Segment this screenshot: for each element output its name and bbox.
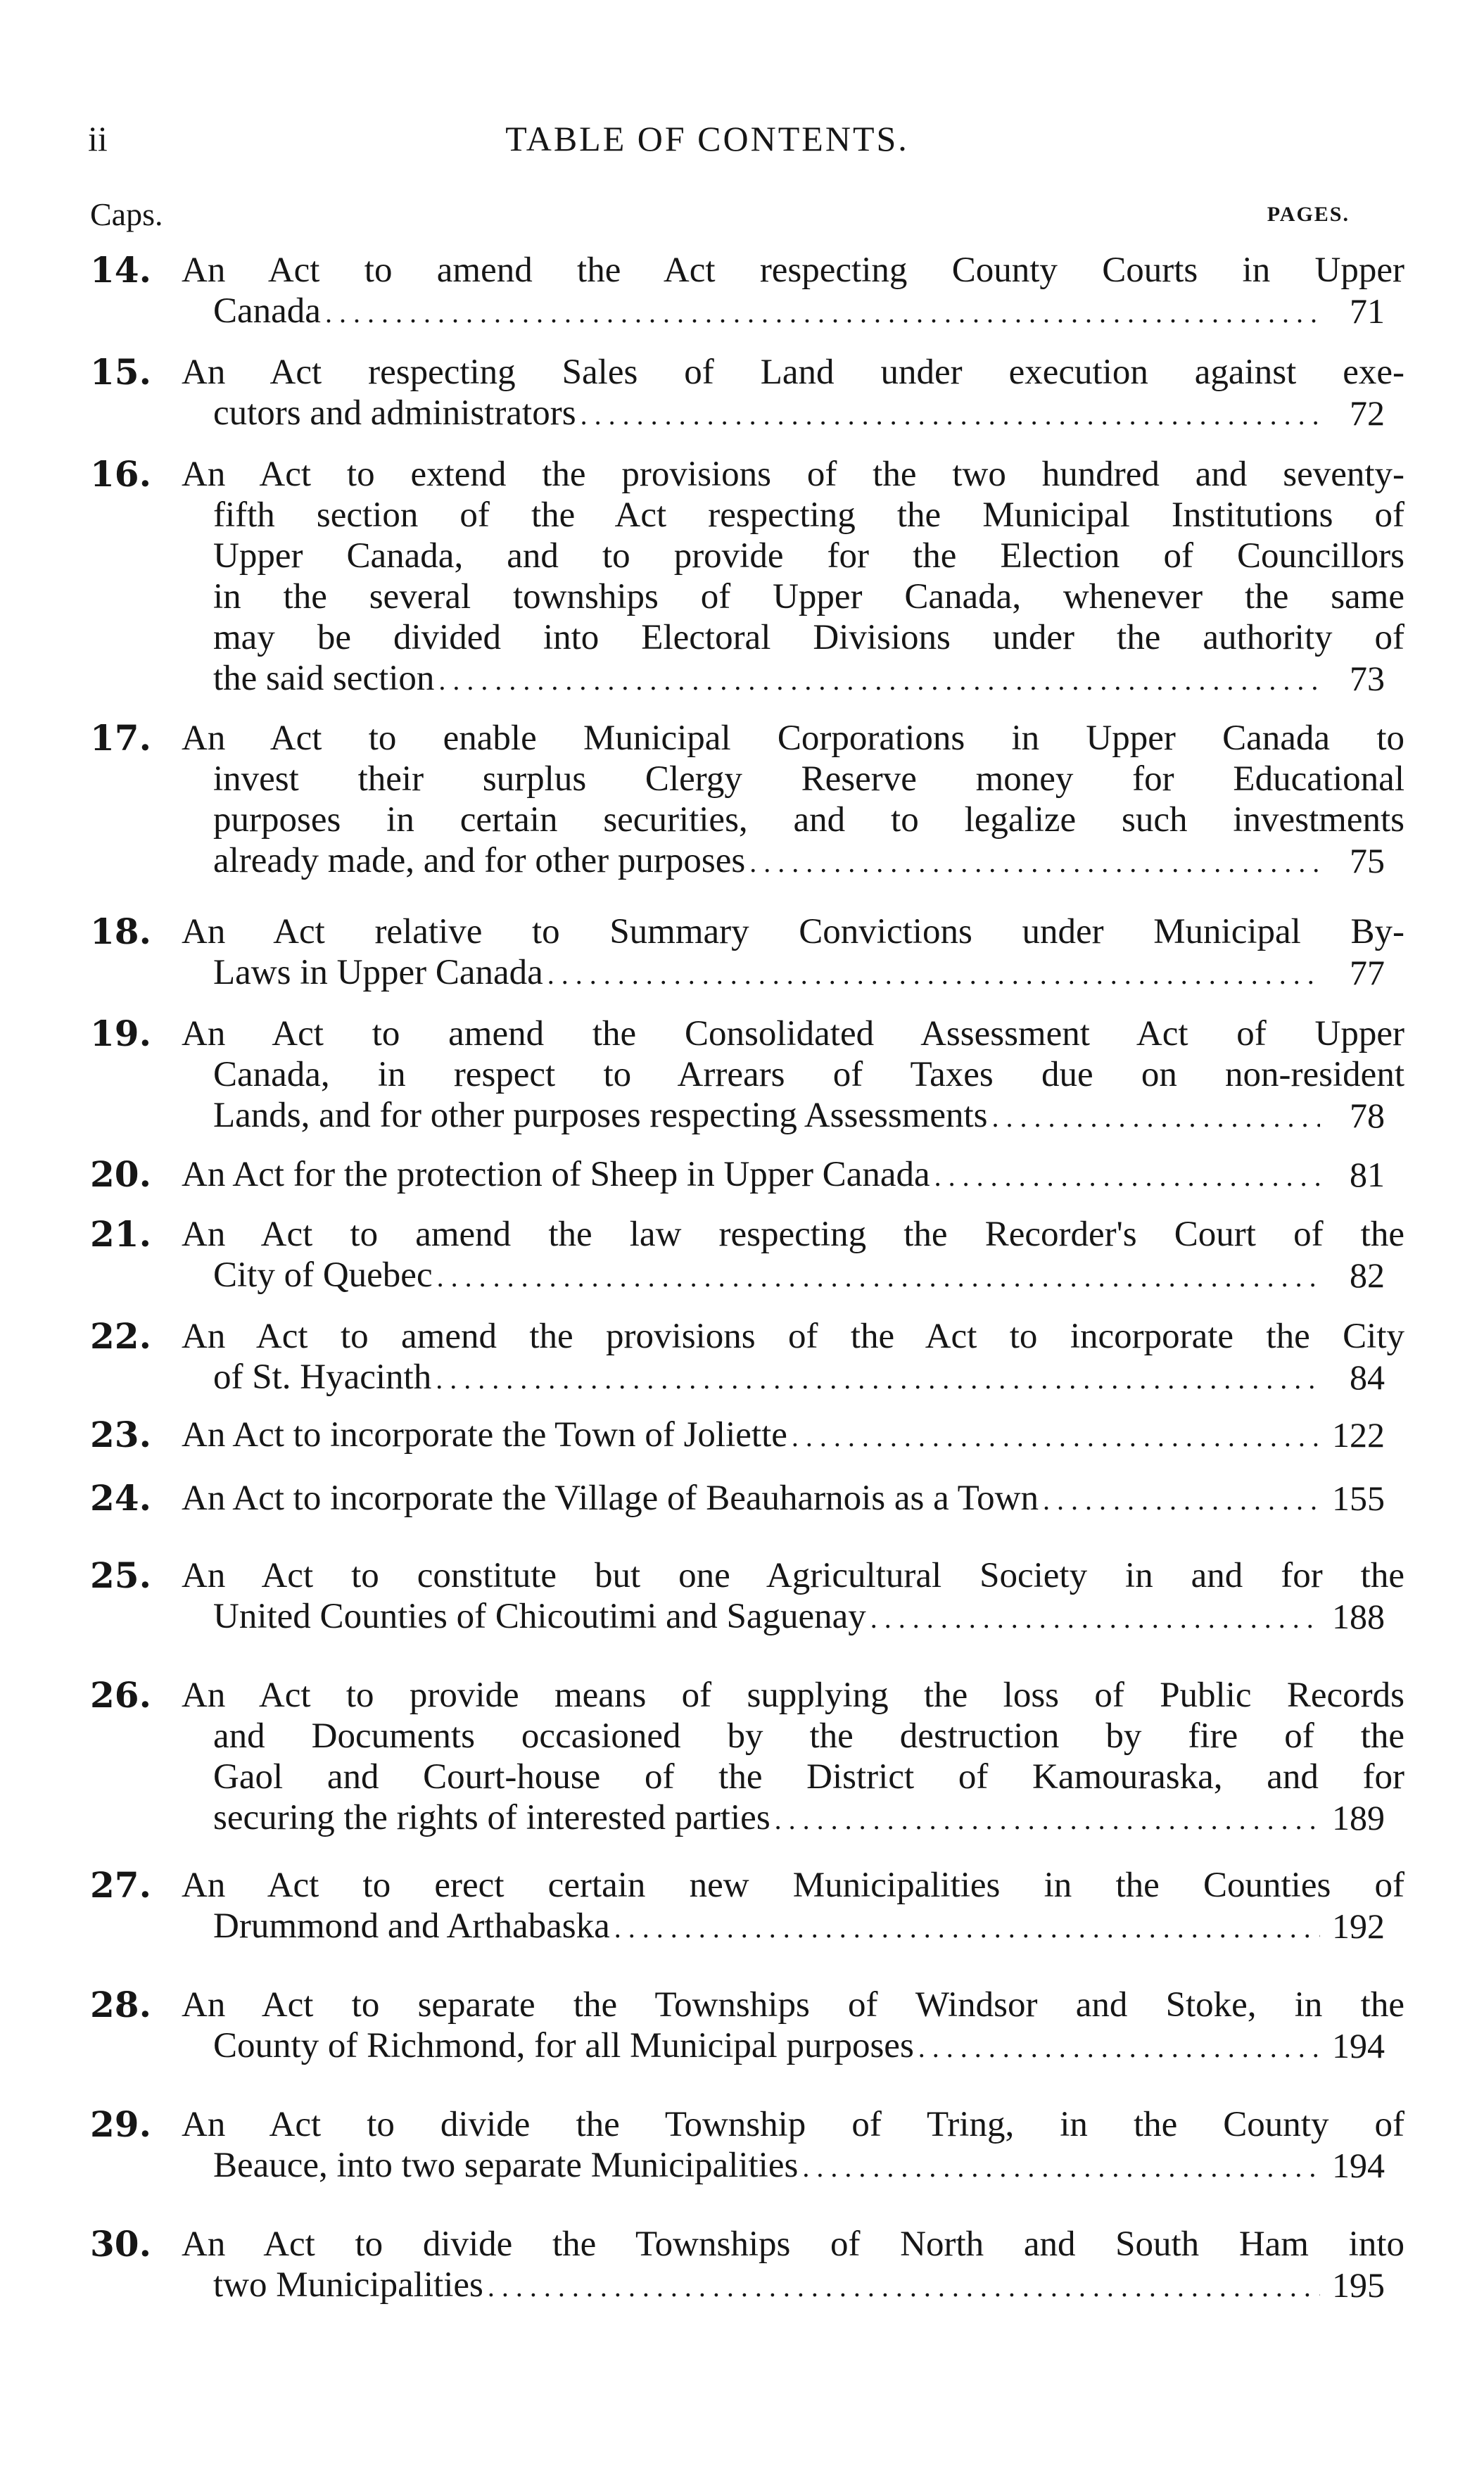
toc-entry [90,1864,1404,1947]
chapter-number: 17. [90,717,151,759]
toc-entry-line [90,2145,1385,2186]
entry-text: An Act relative to Summary Convictions under Municipal By- [182,912,1404,951]
toc-entry [90,1984,1404,2066]
entry-text: An Act to enable Municipal Corporations in Upper Canada to [182,719,1404,758]
entry-text: Drummond and Arthabaska [213,1906,610,1946]
toc-entry [90,911,1404,993]
toc-entry-line [90,2223,1404,2265]
entry-text: An Act to amend the Act respecting County Courts in Upper [182,251,1404,290]
entry-text: An Act to constitute but one Agricultural Society in and for the [182,1556,1404,1595]
toc-entry [90,1674,1404,1838]
entry-text: Canada, in respect to Arrears of Taxes due on non-resident [213,1055,1404,1094]
entry-text: City of Quebec [213,1255,433,1295]
dot-leader [547,954,1320,995]
toc-entry-line [90,2025,1385,2066]
dot-leader [749,842,1320,883]
dot-leader [436,1359,1320,1400]
chapter-number: 30. [90,2223,151,2265]
entry-text: An Act to separate the Townships of Windsor and Stoke, in the [182,1985,1404,2025]
toc-entry-line [90,952,1385,993]
toc-entry-line [90,495,1404,536]
chapter-number: 14. [90,249,151,291]
entry-text: Laws in Upper Canada [213,953,543,992]
toc-entry [90,1013,1404,1136]
toc-entry-line [90,1415,1385,1455]
toc-entry [90,351,1404,434]
toc-entry-line [90,536,1404,576]
page-reference: 195 [1332,2265,1385,2305]
entry-text: Upper Canada, and to provide for the Election of Councillors [213,536,1404,576]
toc-entry [90,1478,1385,1519]
dot-leader [1043,1480,1320,1521]
page-reference: 194 [1332,2146,1385,2185]
page-reference: 73 [1350,659,1385,698]
chapter-number: 24. [90,1477,151,1519]
toc-entry-line [90,717,1404,759]
toc-entry [90,717,1404,881]
toc-entry [90,1213,1404,1296]
entry-text: An Act to divide the Township of Tring, in the County of [182,2105,1404,2144]
toc-entry-line [90,759,1404,799]
dot-leader [992,1097,1320,1138]
entry-text: of St. Hyacinth [213,1358,432,1397]
toc-entry-line [90,1906,1385,1947]
entry-text: Lands, and for other purposes respecting Assessments [213,1096,988,1135]
page-reference: 75 [1350,841,1385,880]
toc-entry-line [90,1864,1404,1906]
page-reference: 78 [1350,1096,1385,1135]
toc-entry-line [90,2103,1404,2145]
toc-entry [90,1154,1385,1195]
dot-leader [438,660,1320,701]
entry-text: An Act to amend the provisions of the Act to incorporate the City [182,1317,1404,1356]
entry-text: securing the rights of interested parties [213,1798,770,1837]
dot-leader [775,1799,1320,1840]
toc-entry-line [90,1478,1385,1519]
toc-entry-line [90,576,1404,617]
entry-text: An Act to amend the law respecting the Recorder's Court of the [182,1215,1404,1254]
chapter-number: 27. [90,1864,151,1906]
caps-column-label: Caps. [90,196,163,232]
entry-text: An Act to extend the provisions of the two hundred and seventy- [182,455,1404,494]
dot-leader [802,2147,1320,2188]
toc-entry [90,453,1404,699]
toc-entry-line [90,1984,1404,2025]
page-reference: 192 [1332,1906,1385,1946]
entry-text: two Municipalities [213,2265,483,2305]
dot-leader [934,1156,1320,1197]
entry-text: An Act to incorporate the Village of Beauharnois as a Town [182,1479,1039,1518]
page-number: ii [88,119,108,158]
dot-leader [488,2267,1320,2308]
entry-text: United Counties of Chicoutimi and Saguenay [213,1597,866,1636]
chapter-number: 15. [90,351,151,393]
page-reference: 81 [1350,1155,1385,1194]
toc-entry [90,1315,1404,1398]
toc-entry [90,1415,1385,1455]
entry-text: An Act respecting Sales of Land under execution against exe- [182,353,1404,392]
toc-entry-line [90,911,1404,952]
entry-text: Canada [213,291,321,331]
toc-entry-line [90,1596,1385,1637]
toc-entry-line [90,840,1385,881]
toc-entry-line [90,2265,1385,2305]
page-reference: 71 [1350,291,1385,331]
page-reference: 77 [1350,953,1385,992]
entry-text: and Documents occasioned by the destruction by fire of the [213,1716,1404,1756]
toc-entry-line [90,1095,1385,1136]
entry-text: may be divided into Electoral Divisions under the authority of [213,618,1404,657]
chapter-number: 23. [90,1414,151,1455]
dot-leader [437,1257,1320,1298]
entry-text: An Act to amend the Consolidated Assessment Act of Upper [182,1014,1404,1053]
entry-text: An Act to incorporate the Town of Joliette [182,1415,787,1455]
dot-leader [870,1598,1320,1639]
entry-text: County of Richmond, for all Municipal purposes [213,2026,914,2065]
page-header [88,118,1326,167]
toc-entry-line [90,1757,1404,1797]
entry-text: already made, and for other purposes [213,841,746,880]
page-reference: 122 [1332,1415,1385,1455]
chapter-number: 29. [90,2103,151,2145]
chapter-number: 25. [90,1555,151,1596]
toc-entry [90,2223,1404,2305]
toc-entry-line [90,617,1404,658]
entry-text: the said section [213,659,435,698]
toc-entry-line [90,393,1385,434]
toc-entry [90,2103,1404,2186]
entry-text: in the several townships of Upper Canada, whenever the same [213,577,1404,616]
toc-entry-line [90,799,1404,840]
dot-leader [581,395,1320,436]
dot-leader [792,1417,1320,1457]
entry-text: Beauce, into two separate Municipalities [213,2146,799,2185]
toc-entry-line [90,1315,1404,1357]
dot-leader [918,2027,1320,2068]
entry-text: purposes in certain securities, and to legalize such investments [213,800,1404,840]
toc-entry-line [90,1054,1404,1095]
page-reference: 188 [1332,1597,1385,1636]
column-headers [90,196,1350,238]
entry-text: An Act to erect certain new Municipalities in the Counties of [182,1866,1404,1905]
chapter-number: 28. [90,1984,151,2025]
toc-entry [90,249,1404,331]
page-reference: 155 [1332,1479,1385,1518]
page-reference: 82 [1350,1255,1385,1295]
entry-text: fifth section of the Act respecting the Municipal Institutions of [213,495,1404,535]
chapter-number: 22. [90,1315,151,1357]
toc-entry [90,1555,1404,1637]
page-reference: 84 [1350,1358,1385,1397]
toc-entry-line [90,453,1404,495]
dot-leader [325,293,1320,334]
entry-text: An Act for the protection of Sheep in Upper Canada [182,1155,930,1194]
page-reference: 189 [1332,1798,1385,1837]
toc-entry-line [90,291,1385,331]
chapter-number: 16. [90,453,151,495]
entry-text: invest their surplus Clergy Reserve money for Educational [213,759,1404,799]
pages-column-label: PAGES. [1267,203,1350,226]
entry-text: cutors and administrators [213,393,576,433]
toc-entry-line [90,1797,1385,1838]
toc-entry-line [90,1255,1385,1296]
chapter-number: 26. [90,1674,151,1716]
page-title: TABLE OF CONTENTS. [505,119,909,158]
toc-entry-line [90,1013,1404,1054]
dot-leader [614,1908,1320,1949]
toc-entry-line [90,1213,1404,1255]
chapter-number: 21. [90,1213,151,1255]
toc-entry-line [90,658,1385,699]
chapter-number: 19. [90,1013,151,1054]
chapter-number: 20. [90,1153,151,1195]
toc-entry-line [90,1674,1404,1716]
entry-text: Gaol and Court-house of the District of Kamouraska, and for [213,1757,1404,1797]
toc-entry-line [90,1154,1385,1195]
toc-entry-line [90,1357,1385,1398]
toc-entry-line [90,351,1404,393]
entry-text: An Act to provide means of supplying the loss of Public Records [182,1676,1404,1715]
toc-entry-line [90,249,1404,291]
chapter-number: 18. [90,911,151,952]
entry-text: An Act to divide the Townships of North and South Ham into [182,2225,1404,2264]
toc-entry-line [90,1555,1404,1596]
page-reference: 72 [1350,393,1385,433]
page-reference: 194 [1332,2026,1385,2065]
toc-entry-line [90,1716,1404,1757]
